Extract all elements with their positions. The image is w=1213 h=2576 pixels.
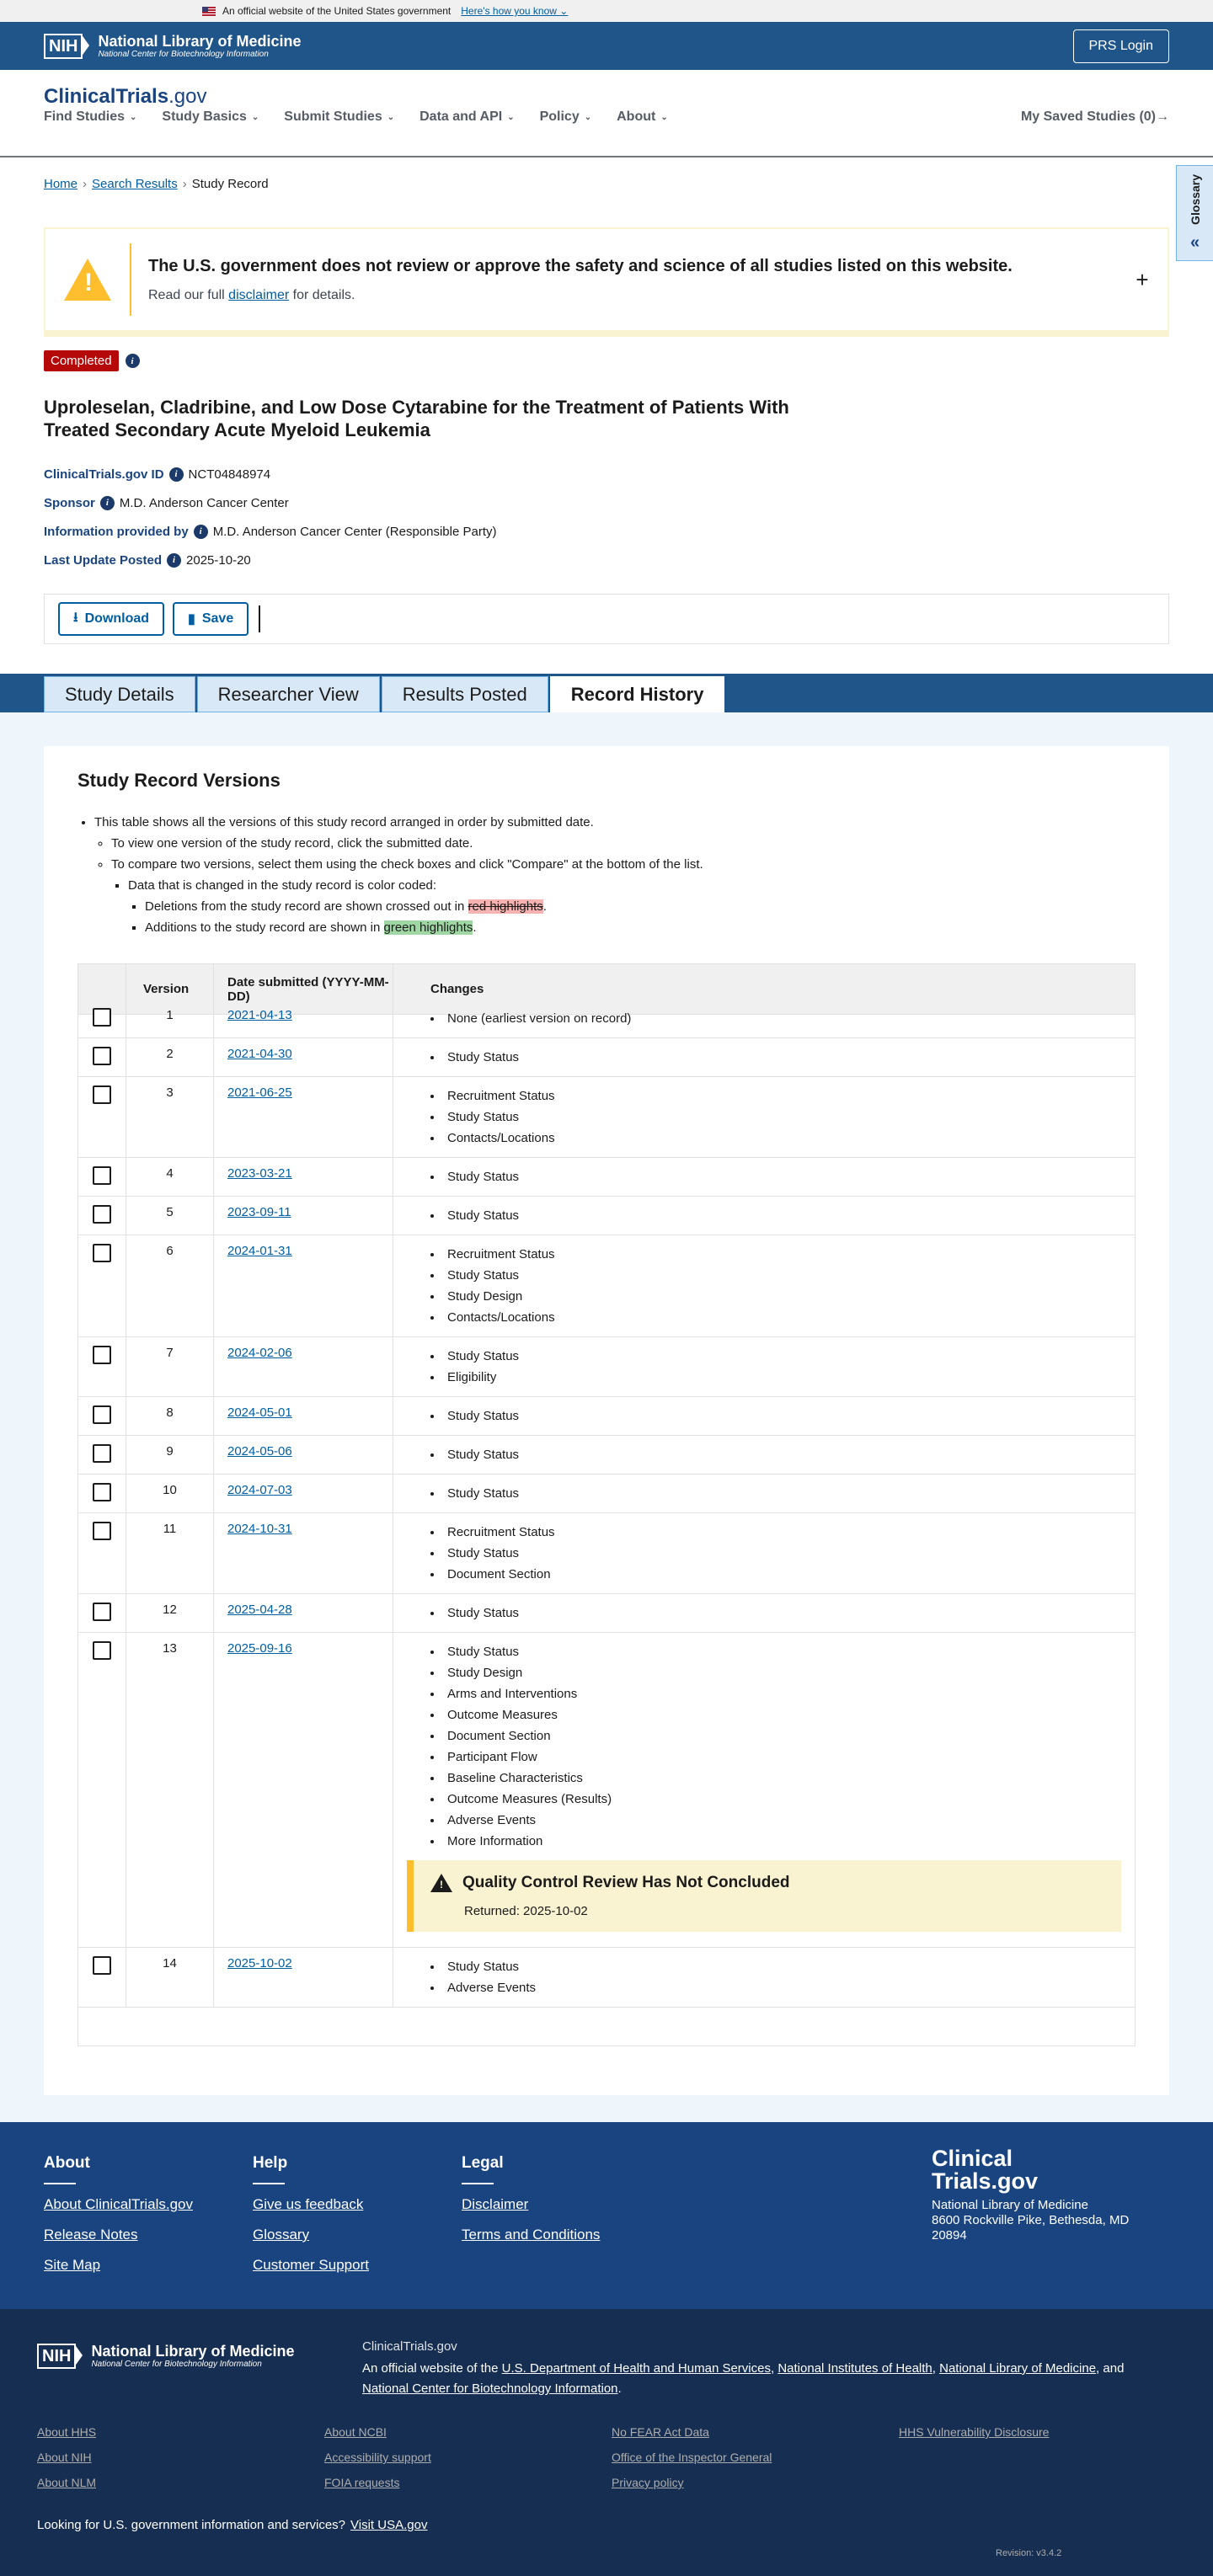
compare-checkbox[interactable] bbox=[93, 1405, 111, 1424]
version-number: 10 bbox=[126, 1475, 213, 1512]
column-header-changes: Changes bbox=[430, 982, 484, 996]
nlm-link[interactable]: National Library of Medicine bbox=[939, 2361, 1097, 2376]
change-item: • None (earliest version on record) bbox=[430, 1008, 1135, 1029]
compare-checkbox[interactable] bbox=[93, 1603, 111, 1621]
nav-find-studies[interactable]: Find Studies ⌄ bbox=[44, 109, 137, 124]
meta-row bbox=[44, 546, 497, 574]
table-row bbox=[78, 1197, 1135, 1235]
breadcrumb bbox=[44, 177, 269, 191]
chevron-down-icon: ⌄ bbox=[507, 112, 515, 122]
chevron-down-icon: ⌄ bbox=[584, 112, 592, 122]
instruction-item: • This table shows all the versions of this study record arranged in order by submitted date. bbox=[94, 812, 703, 833]
actions-bar bbox=[44, 594, 1169, 644]
change-item: • Study Status bbox=[430, 1166, 1135, 1187]
change-item: • Study Status bbox=[430, 1641, 1135, 1662]
nih-logo-box: NIH bbox=[44, 34, 83, 59]
table-row bbox=[78, 1633, 1135, 1948]
compare-checkbox[interactable] bbox=[93, 1956, 111, 1975]
glossary-label: Glossary bbox=[1188, 174, 1202, 225]
footer-legal-heading: Legal bbox=[462, 2154, 600, 2184]
version-date-link[interactable]: 2025-09-16 bbox=[227, 1641, 292, 1656]
gov-banner bbox=[0, 0, 1213, 22]
change-item: • Adverse Events bbox=[430, 1977, 1135, 1998]
compare-checkbox[interactable] bbox=[93, 1444, 111, 1463]
footer-top bbox=[0, 2122, 1213, 2309]
instruction-item: ▪ Data that is changed in the study record is color coded: bbox=[128, 875, 703, 896]
footer-gov-link[interactable]: Office of the Inspector General bbox=[612, 2451, 772, 2464]
nih-bar bbox=[0, 22, 1213, 70]
change-item: • Recruitment Status bbox=[430, 1244, 1135, 1265]
footer-link[interactable]: Give us feedback bbox=[253, 2196, 364, 2212]
compare-checkbox[interactable] bbox=[93, 1641, 111, 1660]
nav-study-basics[interactable]: Study Basics ⌄ bbox=[162, 109, 259, 124]
footer-gov-link[interactable]: Privacy policy bbox=[612, 2476, 684, 2489]
footer-gov-link[interactable]: About NLM bbox=[37, 2476, 97, 2489]
meta-row bbox=[44, 488, 497, 517]
qc-title: Quality Control Review Has Not Concluded bbox=[462, 1874, 790, 1891]
column-header-date: Date submitted (YYYY-MM-DD) bbox=[213, 964, 393, 1014]
table-row bbox=[78, 1077, 1135, 1158]
footer-gov-link[interactable]: Accessibility support bbox=[324, 2451, 431, 2464]
footer-link[interactable]: Glossary bbox=[253, 2227, 310, 2243]
table-row bbox=[78, 1475, 1135, 1513]
table-row bbox=[78, 1397, 1135, 1436]
version-number: 3 bbox=[126, 1077, 213, 1157]
version-number: 6 bbox=[126, 1235, 213, 1336]
table-row bbox=[78, 1513, 1135, 1594]
meta-key: Last Update Posted bbox=[44, 552, 163, 568]
meta-row bbox=[44, 517, 497, 546]
nlm-title: National Library of Medicine bbox=[98, 32, 302, 50]
change-item: • Adverse Events bbox=[430, 1810, 1135, 1831]
change-item: • Study Status bbox=[430, 1107, 1135, 1128]
change-item: • Study Status bbox=[430, 1603, 1135, 1624]
version-date-link[interactable]: 2024-10-31 bbox=[227, 1522, 292, 1536]
footer-site-label: ClinicalTrials.gov bbox=[362, 2339, 457, 2354]
change-item: • Study Status bbox=[430, 1405, 1135, 1427]
info-icon[interactable]: i bbox=[100, 496, 115, 510]
version-number: 5 bbox=[126, 1197, 213, 1235]
compare-checkbox[interactable] bbox=[93, 1008, 111, 1027]
breadcrumb-separator: › bbox=[182, 177, 187, 191]
footer-help-column bbox=[253, 2154, 369, 2287]
change-item: • Document Section bbox=[430, 1725, 1135, 1747]
version-date-link[interactable]: 2024-07-03 bbox=[227, 1483, 292, 1497]
tab-record-history[interactable]: Record History bbox=[550, 676, 725, 712]
compare-checkbox[interactable] bbox=[93, 1483, 111, 1501]
info-icon[interactable]: i bbox=[169, 467, 184, 482]
table-row bbox=[78, 1948, 1135, 2008]
download-button[interactable]: ⭳ Download bbox=[58, 602, 164, 636]
table-row bbox=[78, 1337, 1135, 1397]
version-date-link[interactable]: 2021-04-30 bbox=[227, 1047, 292, 1061]
instructions bbox=[77, 812, 703, 938]
version-number: 4 bbox=[126, 1158, 213, 1196]
hhs-link[interactable]: U.S. Department of Health and Human Services bbox=[501, 2361, 771, 2376]
compare-checkbox[interactable] bbox=[93, 1047, 111, 1065]
table-row bbox=[78, 1158, 1135, 1197]
footer-about-heading: About bbox=[44, 2154, 193, 2184]
ncbi-subtitle: National Center for Biotechnology Information bbox=[98, 49, 269, 59]
main-nav bbox=[44, 107, 1169, 127]
footer-gov-link[interactable]: About HHS bbox=[37, 2425, 97, 2439]
version-number: 8 bbox=[126, 1397, 213, 1435]
change-item: • Recruitment Status bbox=[430, 1085, 1135, 1107]
tab-study-details[interactable]: Study Details bbox=[44, 676, 195, 712]
change-item: • Recruitment Status bbox=[430, 1522, 1135, 1543]
revision-label: Revision: v3.4.2 bbox=[996, 2548, 1062, 2558]
qc-returned: Returned: 2025-10-02 bbox=[464, 1904, 588, 1918]
change-item: • Contacts/Locations bbox=[430, 1307, 1135, 1328]
footer-bottom bbox=[0, 2309, 1213, 2576]
version-date-link[interactable]: 2024-05-01 bbox=[227, 1405, 292, 1420]
version-number: 13 bbox=[126, 1633, 213, 1947]
version-number: 2 bbox=[126, 1038, 213, 1076]
tab-researcher-view[interactable]: Researcher View bbox=[197, 676, 380, 712]
alert-text: Read our full disclaimer for details. bbox=[148, 287, 355, 302]
footer-gov-link[interactable]: About NIH bbox=[37, 2451, 92, 2464]
footer-legal-column bbox=[462, 2154, 600, 2257]
change-item: • Study Status bbox=[430, 1543, 1135, 1564]
bookmark-icon: ▮ bbox=[188, 612, 195, 627]
version-number: 12 bbox=[126, 1594, 213, 1632]
footer-gov-link bbox=[899, 2451, 1186, 2466]
footer-info bbox=[362, 2339, 1171, 2399]
change-item: • Eligibility bbox=[430, 1367, 1135, 1388]
footer-nih-logo[interactable]: NIH National Library of Medicine National Center for Biotechnology Information bbox=[37, 2343, 295, 2370]
nih-logo[interactable] bbox=[44, 33, 302, 60]
meta-key: Information provided by bbox=[44, 524, 189, 539]
save-button[interactable]: ▮ Save bbox=[173, 602, 248, 636]
version-number: 9 bbox=[126, 1436, 213, 1474]
change-item: • Study Status bbox=[430, 1346, 1135, 1367]
meta-value: M.D. Anderson Cancer Center bbox=[119, 495, 289, 510]
table-row bbox=[78, 1000, 1135, 1038]
prs-login-button[interactable]: PRS Login bbox=[1073, 29, 1170, 63]
change-item: • Study Design bbox=[430, 1286, 1135, 1307]
info-icon[interactable]: i bbox=[126, 354, 140, 368]
warning-icon: ! bbox=[45, 259, 130, 301]
version-number: 1 bbox=[126, 1000, 213, 1037]
panel-heading: Study Record Versions bbox=[77, 770, 281, 791]
compare-checkbox[interactable] bbox=[93, 1205, 111, 1224]
warning-icon: ! bbox=[430, 1874, 452, 1892]
alert-heading: The U.S. government does not review or approve the safety and science of all studies listed on this website. bbox=[148, 256, 1013, 275]
instruction-item: ◦ To view one version of the study record, click the submitted date. bbox=[111, 833, 703, 854]
footer-description: An official website of the U.S. Department of Health and Human Services, National Institutes of Health, National Library of Medicine, and National Center for Biotechnology Information. bbox=[362, 2361, 1125, 2396]
meta-key: ClinicalTrials.gov ID bbox=[44, 467, 164, 482]
footer-help-heading: Help bbox=[253, 2154, 369, 2184]
breadcrumb-search-results[interactable]: Search Results bbox=[92, 177, 178, 191]
double-chevron-left-icon: « bbox=[1189, 232, 1200, 252]
change-item: • Study Status bbox=[430, 1956, 1135, 1977]
version-date-link[interactable]: 2025-04-28 bbox=[227, 1603, 292, 1617]
info-icon[interactable]: i bbox=[167, 553, 181, 568]
disclaimer-alert bbox=[44, 227, 1169, 337]
footer-brand bbox=[932, 2147, 1159, 2243]
change-item: • Study Status bbox=[430, 1047, 1135, 1068]
gov-banner-text: An official website of the United States government bbox=[222, 5, 452, 17]
column-header-version: Version bbox=[126, 964, 213, 1014]
meta-value: NCT04848974 bbox=[188, 467, 271, 482]
change-item: • Baseline Characteristics bbox=[430, 1768, 1135, 1789]
heres-how-link[interactable]: Here's how you know ⌄ bbox=[461, 5, 569, 17]
nav-submit-studies[interactable]: Submit Studies ⌄ bbox=[284, 109, 395, 124]
compare-checkbox[interactable] bbox=[93, 1166, 111, 1185]
footer-logo[interactable]: Clinical Trials.gov bbox=[932, 2146, 1039, 2194]
footer-address: National Library of Medicine 8600 Rockville Pike, Bethesda, MD 20894 bbox=[932, 2198, 1130, 2243]
change-item: • Study Status bbox=[430, 1265, 1135, 1286]
version-date-link[interactable]: 2025-10-02 bbox=[227, 1956, 292, 1971]
footer-gov-link[interactable]: About NCBI bbox=[324, 2425, 387, 2439]
nav-data-and-api[interactable]: Data and API ⌄ bbox=[419, 109, 515, 124]
tab-results-posted[interactable]: Results Posted bbox=[382, 676, 548, 712]
footer-gov-link[interactable]: HHS Vulnerability Disclosure bbox=[899, 2425, 1050, 2439]
status-area bbox=[44, 350, 140, 371]
table-row bbox=[78, 1038, 1135, 1077]
info-icon[interactable]: i bbox=[194, 525, 208, 539]
change-item: • Study Status bbox=[430, 1205, 1135, 1226]
footer-gov-links bbox=[37, 2425, 1186, 2491]
usagov-link[interactable]: Visit USA.gov bbox=[350, 2518, 428, 2532]
footer-gov-link[interactable]: FOIA requests bbox=[324, 2476, 400, 2489]
compare-checkbox[interactable] bbox=[93, 1085, 111, 1104]
usagov-line: Looking for U.S. government information and services? Visit USA.gov bbox=[37, 2518, 428, 2532]
my-saved-studies-link[interactable]: My Saved Studies (0)→ bbox=[1020, 109, 1169, 124]
instruction-item: ◦ To compare two versions, select them using the check boxes and click "Compare" at the bottom of the list. bbox=[111, 854, 703, 875]
change-item: • Participant Flow bbox=[430, 1747, 1135, 1768]
nav-about[interactable]: About ⌄ bbox=[617, 109, 668, 124]
breadcrumb-separator: › bbox=[83, 177, 88, 191]
change-item: • Document Section bbox=[430, 1564, 1135, 1585]
meta-key: Sponsor bbox=[44, 495, 95, 510]
ncbi-link[interactable]: National Center for Biotechnology Information bbox=[362, 2381, 618, 2396]
change-item: • Study Status bbox=[430, 1444, 1135, 1465]
version-date-link[interactable]: 2021-06-25 bbox=[227, 1085, 292, 1100]
compare-checkbox[interactable] bbox=[93, 1522, 111, 1540]
version-date-link[interactable]: 2021-04-13 bbox=[227, 1008, 292, 1022]
study-meta bbox=[44, 460, 497, 574]
expand-plus-icon[interactable]: + bbox=[1136, 266, 1149, 292]
version-number: 7 bbox=[126, 1337, 213, 1396]
chevron-down-icon: ⌄ bbox=[660, 112, 668, 122]
version-date-link[interactable]: 2023-09-11 bbox=[227, 1205, 291, 1219]
record-history-panel bbox=[44, 746, 1169, 2095]
meta-value: M.D. Anderson Cancer Center (Responsible Party) bbox=[212, 524, 497, 539]
version-date-link[interactable]: 2024-02-06 bbox=[227, 1346, 292, 1360]
footer-link[interactable]: Terms and Conditions bbox=[462, 2227, 601, 2243]
chevron-down-icon: ⌄ bbox=[387, 112, 395, 122]
version-date-link[interactable]: 2024-01-31 bbox=[227, 1244, 292, 1258]
breadcrumb-current: Study Record bbox=[191, 177, 269, 191]
legend-deletions: ▪ Deletions from the study record are shown crossed out in red highlights. bbox=[145, 896, 703, 917]
status-badge: Completed bbox=[44, 350, 119, 371]
us-flag-icon bbox=[202, 7, 216, 16]
footer-about-column bbox=[44, 2154, 193, 2287]
glossary-tab[interactable] bbox=[1176, 165, 1213, 261]
change-item: • Arms and Interventions bbox=[430, 1683, 1135, 1704]
chevron-down-icon: ⌄ bbox=[251, 112, 259, 122]
change-item: • Outcome Measures (Results) bbox=[430, 1789, 1135, 1810]
chevron-down-icon: ⌄ bbox=[130, 112, 137, 122]
footer-link[interactable]: Site Map bbox=[44, 2257, 101, 2273]
study-title: Uproleselan, Cladribine, and Low Dose Cytarabine for the Treatment of Patients With Treated Secondary Acute Myeloid Leukemia bbox=[44, 397, 789, 440]
meta-row bbox=[44, 460, 497, 488]
breadcrumb-home[interactable]: Home bbox=[44, 177, 78, 191]
footer-link[interactable]: Release Notes bbox=[44, 2227, 138, 2243]
change-item: • Study Status bbox=[430, 1483, 1135, 1504]
change-item: • Contacts/Locations bbox=[430, 1128, 1135, 1149]
record-tabs-band bbox=[0, 674, 1213, 712]
meta-value: 2025-10-20 bbox=[186, 552, 251, 568]
change-item: • More Information bbox=[430, 1831, 1135, 1852]
footer-gov-link[interactable]: No FEAR Act Data bbox=[612, 2425, 709, 2439]
download-icon: ⭳ bbox=[73, 610, 78, 625]
footer-link[interactable]: Customer Support bbox=[253, 2257, 369, 2273]
compare-checkbox[interactable] bbox=[93, 1346, 111, 1364]
version-number: 14 bbox=[126, 1948, 213, 2007]
site-logo[interactable]: ClinicalTrials.gov bbox=[44, 85, 207, 108]
version-date-link[interactable]: 2024-05-06 bbox=[227, 1444, 292, 1459]
footer-link[interactable]: About ClinicalTrials.gov bbox=[44, 2196, 193, 2212]
version-date-link[interactable]: 2023-03-21 bbox=[227, 1166, 292, 1181]
change-item: • Study Design bbox=[430, 1662, 1135, 1683]
table-row bbox=[78, 1436, 1135, 1475]
site-header bbox=[0, 70, 1213, 157]
versions-table bbox=[77, 963, 1136, 2046]
nav-policy[interactable]: Policy ⌄ bbox=[539, 109, 592, 124]
qc-alert bbox=[407, 1860, 1121, 1932]
change-item: • Outcome Measures bbox=[430, 1704, 1135, 1725]
toolbar-cursor bbox=[259, 605, 260, 632]
table-row bbox=[78, 1235, 1135, 1337]
footer-gov-link bbox=[899, 2476, 1186, 2491]
legend-additions: ▪ Additions to the study record are shown in green highlights. bbox=[145, 917, 703, 938]
compare-checkbox[interactable] bbox=[93, 1244, 111, 1262]
table-row bbox=[78, 1594, 1135, 1633]
version-number: 11 bbox=[126, 1513, 213, 1593]
nih-link[interactable]: National Institutes of Health bbox=[777, 2361, 932, 2376]
footer-link[interactable]: Disclaimer bbox=[462, 2196, 529, 2212]
disclaimer-link[interactable]: disclaimer bbox=[228, 287, 290, 302]
